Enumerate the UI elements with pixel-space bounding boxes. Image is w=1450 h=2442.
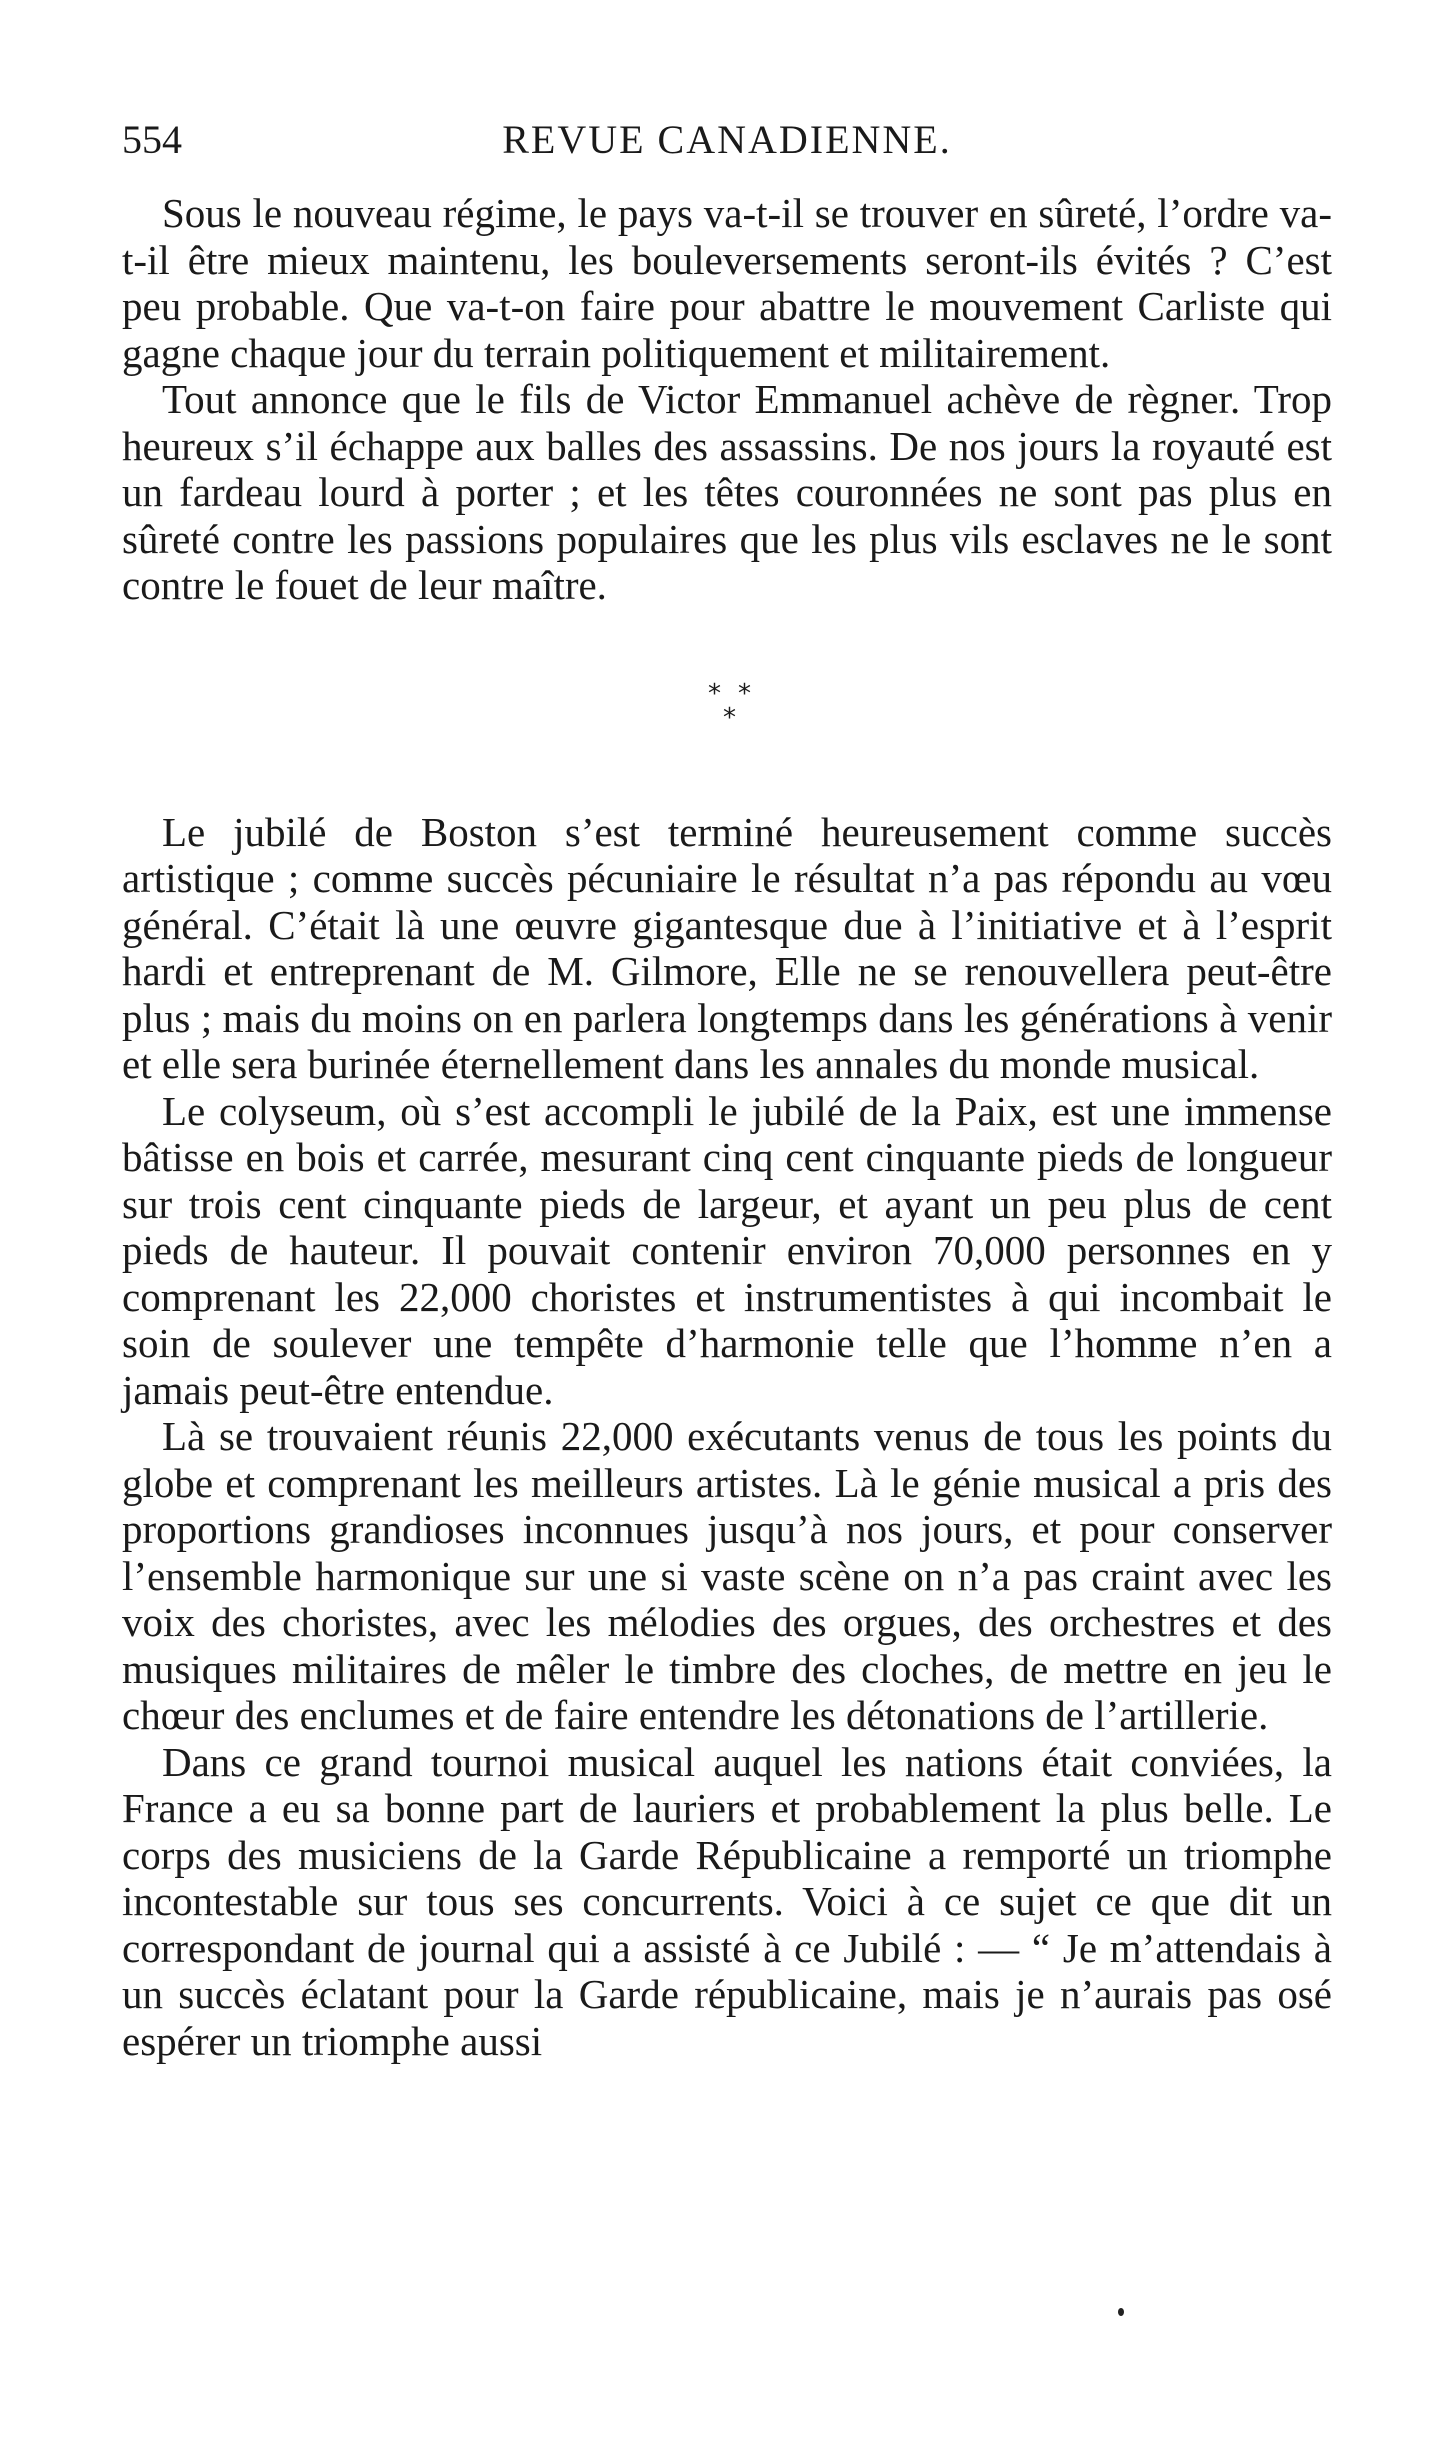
running-head: REVUE CANADIENNE. — [502, 117, 952, 162]
paragraph-6: Dans ce grand tournoi musical auquel les nations était conviées, la France a eu sa bonne part de lauriers et probablement la plus belle. Le corps des musiciens de la Garde Républicaine a remporté un triomphe incontestable sur tous ses concurrents. Voici à ce sujet ce que dit un correspondant de journal qui a assisté à ce Jubilé : — “ Je m’attendais à un succès éclatant pour la Garde républicaine, mais je n’aurais pas osé espérer un triomphe aussi — [122, 1738, 1332, 2064]
page-number: 554 — [122, 117, 182, 162]
paragraph-2: Tout annonce que le fils de Victor Emmanuel achève de règner. Trop heureux s’il échappe aux balles des assassins. De nos jours la royauté est un fardeau lourd à porter ; et les têtes couronnées ne sont pas plus en sûreté contre les passions populaires que les plus vils esclaves ne le sont contre le fouet de leur maître. — [122, 376, 1332, 608]
paragraph-3: Le jubilé de Boston s’est terminé heureusement comme succès artistique ; comme succès pécuniaire le résultat n’a pas répondu au vœu général. C’était là une œuvre gigantesque due à l’initiative et à l’esprit hardi et entreprenant de M. Gilmore, Elle ne se renouvellera peut-être plus ; mais du moins on en parlera longtemps dans les générations à venir et elle sera burinée éternellement dans les annales du monde musical. — [122, 808, 1332, 1087]
ink-speck — [1118, 2308, 1124, 2316]
asterism-star: * — [723, 702, 736, 733]
paragraph-5: Là se trouvaient réunis 22,000 exécutants venus de tous les points du globe et comprenant les meilleurs artistes. Là le génie musical a pris des proportions grandioses inconnues jusqu’à nos jours, et pour conserver l’ensemble harmonique sur une si vaste scène on n’a pas craint avec les voix des choristes, avec les mélodies des orgues, des orchestres et des musiques militaires de mêler le timbre des cloches, de mettre en jeu le chœur des enclumes et de faire entendre les détonations de l’artillerie. — [122, 1413, 1332, 1738]
asterism-star: * — [738, 678, 751, 709]
paragraph-1: Sous le nouveau régime, le pays va-t-il se trouver en sûreté, l’ordre va-t-il être mieux maintenu, les bouleversements seront-ils évités ? C’est peu probable. Que va-t-on faire pour abattre le mouvement Carliste qui gagne chaque jour du terrain politiquement et militairement. — [122, 190, 1332, 376]
page-header — [122, 110, 1332, 170]
section-asterism — [122, 609, 1332, 809]
asterism-star: * — [708, 678, 721, 709]
body-text — [122, 190, 1332, 2064]
paragraph-4: Le colyseum, où s’est accompli le jubilé de la Paix, est une immense bâtisse en bois et carrée, mesurant cinq cent cinquante pieds de longueur sur trois cent cinquante pieds de largeur, et ayant un peu plus de cent pieds de hauteur. Il pouvait contenir environ 70,000 personnes en y comprenant les 22,000 choristes et instrumentistes à qui incombait le soin de soulever une tempête d’harmonie telle que l’homme n’en a jamais peut-être entendue. — [122, 1087, 1332, 1413]
